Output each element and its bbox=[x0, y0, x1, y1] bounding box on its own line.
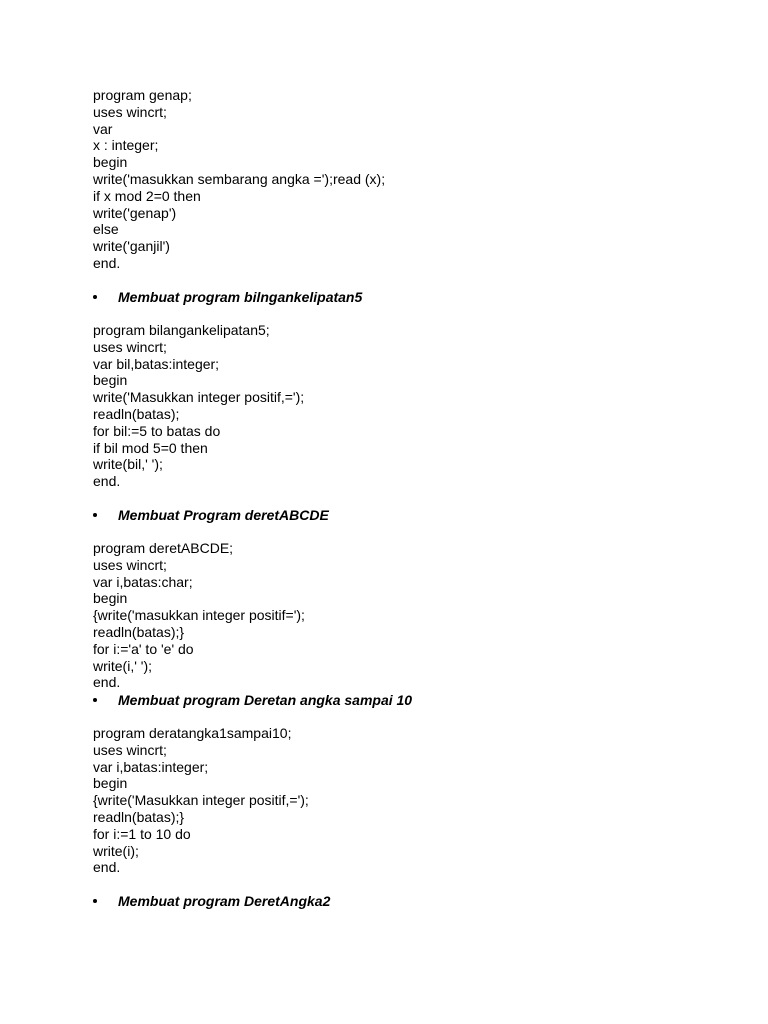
code-line: write('genap') bbox=[93, 204, 177, 221]
code-line: program genap; bbox=[93, 87, 192, 103]
code-line: program deretABCDE; bbox=[93, 540, 234, 556]
code-line: end. bbox=[93, 674, 121, 691]
code-line: begin bbox=[93, 590, 128, 607]
code-line: else bbox=[93, 221, 119, 238]
code-line: for i:=1 to 10 do bbox=[93, 825, 191, 842]
section-heading-text: Membuat program DeretAngka2 bbox=[118, 893, 331, 909]
code-line: readln(batas);} bbox=[93, 623, 185, 640]
code-line: program bilangankelipatan5; bbox=[93, 322, 270, 338]
code-block-deretan-angka-10 bbox=[93, 725, 693, 876]
code-line: var i,batas:integer; bbox=[93, 758, 209, 775]
code-line: uses wincrt; bbox=[93, 556, 167, 573]
code-line: write(i); bbox=[93, 842, 139, 859]
code-line: end. bbox=[93, 254, 121, 271]
section-heading-deretabcde bbox=[93, 506, 693, 524]
section-heading-text: Membuat program Deretan angka sampai 10 bbox=[118, 692, 413, 708]
code-line: uses wincrt; bbox=[93, 103, 167, 120]
code-line: write(i,' '); bbox=[93, 657, 153, 674]
section-heading-deretan-angka-10 bbox=[93, 691, 693, 709]
code-line: readln(batas);} bbox=[93, 808, 185, 825]
code-line: end. bbox=[93, 859, 121, 876]
bullet-icon bbox=[93, 698, 97, 702]
code-line: {write('masukkan integer positif='); bbox=[93, 607, 305, 624]
bullet-icon bbox=[93, 513, 97, 517]
code-line: end. bbox=[93, 473, 121, 490]
code-line: write('Masukkan integer positif,='); bbox=[93, 389, 305, 406]
bullet-icon bbox=[93, 899, 97, 903]
code-line: begin bbox=[93, 154, 128, 171]
code-line: program deratangka1sampai10; bbox=[93, 725, 292, 741]
code-line: readln(batas); bbox=[93, 405, 180, 422]
bullet-icon bbox=[93, 295, 97, 299]
code-block-kelipatan5 bbox=[93, 322, 693, 490]
code-line: {write('Masukkan integer positif,='); bbox=[93, 792, 309, 809]
code-line: begin bbox=[93, 775, 128, 792]
code-line: begin bbox=[93, 372, 128, 389]
code-line: for i:='a' to 'e' do bbox=[93, 640, 194, 657]
code-line: write('ganjil') bbox=[93, 238, 170, 255]
section-heading-kelipatan5 bbox=[93, 288, 693, 306]
code-line: for bil:=5 to batas do bbox=[93, 422, 221, 439]
code-line: write('masukkan sembarang angka =');read (x); bbox=[93, 170, 386, 187]
code-line: var bbox=[93, 120, 113, 137]
code-line: uses wincrt; bbox=[93, 338, 167, 355]
code-block-deretabcde bbox=[93, 540, 693, 691]
section-heading-deretangka2 bbox=[93, 892, 693, 910]
section-heading-text: Membuat program bilngankelipatan5 bbox=[118, 289, 363, 305]
code-line: write(bil,' '); bbox=[93, 456, 163, 473]
code-line: var i,batas:char; bbox=[93, 573, 193, 590]
code-line: x : integer; bbox=[93, 137, 159, 154]
code-block-genap bbox=[93, 87, 693, 272]
section-heading-text: Membuat Program deretABCDE bbox=[118, 507, 329, 523]
code-line: var bil,batas:integer; bbox=[93, 355, 220, 372]
code-line: uses wincrt; bbox=[93, 741, 167, 758]
code-line: if x mod 2=0 then bbox=[93, 187, 201, 204]
code-line: if bil mod 5=0 then bbox=[93, 439, 208, 456]
